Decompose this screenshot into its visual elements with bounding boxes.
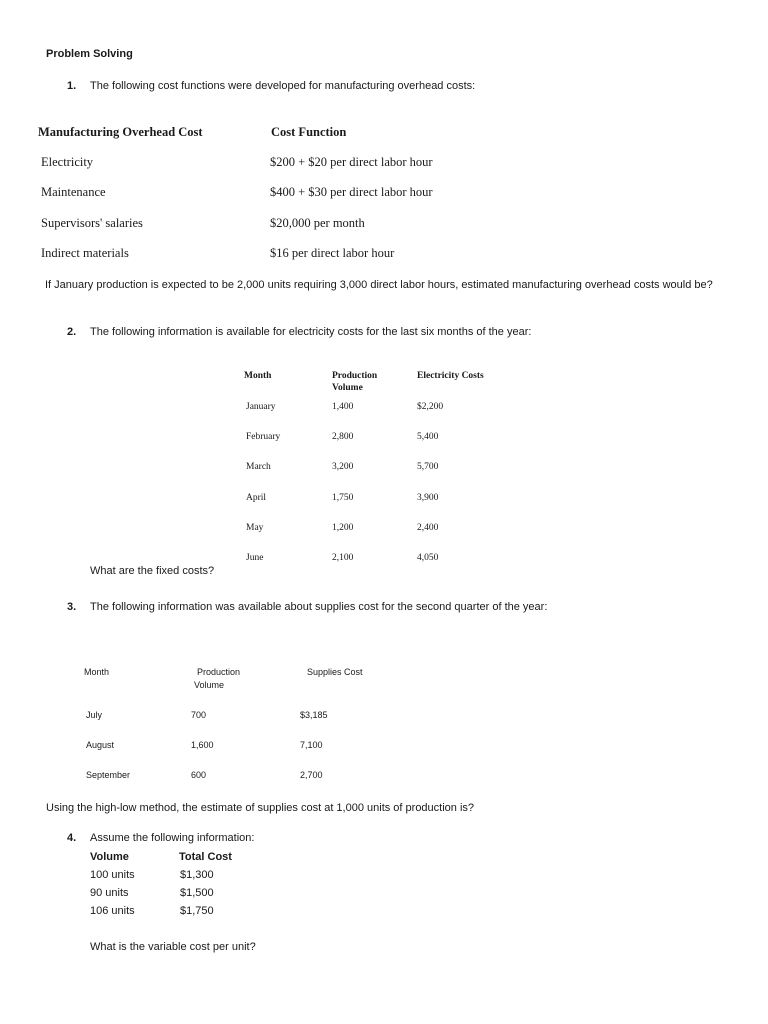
question-4-number: 4. xyxy=(67,832,77,844)
volume-cell: 2,100 xyxy=(332,553,354,563)
question-3-number: 3. xyxy=(67,601,77,613)
overhead-row-function: $20,000 per month xyxy=(270,216,365,230)
total-cost-cell: $1,300 xyxy=(180,869,214,881)
overhead-row-name: Maintenance xyxy=(41,185,106,199)
month-cell: March xyxy=(246,462,271,472)
question-1-intro: The following cost functions were developed for manufacturing overhead costs: xyxy=(90,80,476,92)
cost-cell: 5,400 xyxy=(417,432,439,442)
question-3-intro: The following information was available about supplies cost for the second quarter of the year: xyxy=(90,601,548,613)
production-header: Production xyxy=(197,667,241,677)
volume-header: Volume xyxy=(90,851,129,863)
overhead-row-name: Indirect materials xyxy=(41,246,129,260)
electricity-costs-header: Electricity Costs xyxy=(417,371,484,381)
page-heading: Problem Solving xyxy=(46,48,133,60)
volume-cell: 1,200 xyxy=(332,523,354,533)
overhead-cost-header: Manufacturing Overhead Cost xyxy=(38,125,203,139)
month-cell: July xyxy=(86,710,103,720)
question-2-intro: The following information is available for electricity costs for the last six months of the year: xyxy=(90,326,532,338)
cost-cell: 2,400 xyxy=(417,523,439,533)
month-cell: August xyxy=(86,740,115,750)
volume-cell: 106 units xyxy=(90,905,135,917)
cost-cell: 5,700 xyxy=(417,462,439,472)
volume-cell: 1,750 xyxy=(332,493,354,503)
volume-cell: 100 units xyxy=(90,869,135,881)
month-header: Month xyxy=(244,371,272,381)
total-cost-cell: $1,500 xyxy=(180,887,214,899)
volume-cell: 1,600 xyxy=(191,740,214,750)
cost-function-header: Cost Function xyxy=(271,125,347,139)
total-cost-header: Total Cost xyxy=(179,851,232,863)
cost-cell: 2,700 xyxy=(300,770,323,780)
cost-cell: 7,100 xyxy=(300,740,323,750)
supplies-cost-header: Supplies Cost xyxy=(307,667,363,677)
cost-cell: 4,050 xyxy=(417,553,439,563)
cost-cell: $3,185 xyxy=(300,710,328,720)
month-cell: April xyxy=(246,493,267,503)
overhead-row-name: Supervisors' salaries xyxy=(41,216,143,230)
question-1-number: 1. xyxy=(67,80,77,92)
question-4-intro: Assume the following information: xyxy=(90,832,255,844)
month-cell: September xyxy=(86,770,131,780)
overhead-row-function: $400 + $30 per direct labor hour xyxy=(270,185,433,199)
month-cell: June xyxy=(246,553,264,563)
overhead-row-function: $200 + $20 per direct labor hour xyxy=(270,155,433,169)
volume-header: Volume xyxy=(194,680,225,690)
volume-cell: 3,200 xyxy=(332,462,354,472)
volume-cell: 2,800 xyxy=(332,432,354,442)
question-2-text: What are the fixed costs? xyxy=(90,565,215,577)
volume-cell: 1,400 xyxy=(332,402,354,412)
overhead-row-name: Electricity xyxy=(41,155,94,169)
volume-header: Volume xyxy=(332,383,363,393)
question-4-text: What is the variable cost per unit? xyxy=(90,941,256,953)
volume-cell: 700 xyxy=(191,710,207,720)
total-cost-cell: $1,750 xyxy=(180,905,214,917)
volume-cell: 600 xyxy=(191,770,207,780)
month-cell: January xyxy=(246,402,276,412)
production-header: Production xyxy=(332,371,378,381)
question-3-text: Using the high-low method, the estimate of supplies cost at 1,000 units of production is? xyxy=(46,802,475,814)
month-header: Month xyxy=(84,667,110,677)
question-1-text: If January production is expected to be 2,000 units requiring 3,000 direct labor hours, estimated manufacturing overhead costs would be? xyxy=(45,279,713,291)
month-cell: May xyxy=(246,523,264,533)
volume-cell: 90 units xyxy=(90,887,129,899)
cost-cell: $2,200 xyxy=(417,402,444,412)
question-2-number: 2. xyxy=(67,326,77,338)
cost-cell: 3,900 xyxy=(417,493,439,503)
month-cell: February xyxy=(246,432,281,442)
overhead-row-function: $16 per direct labor hour xyxy=(270,246,395,260)
